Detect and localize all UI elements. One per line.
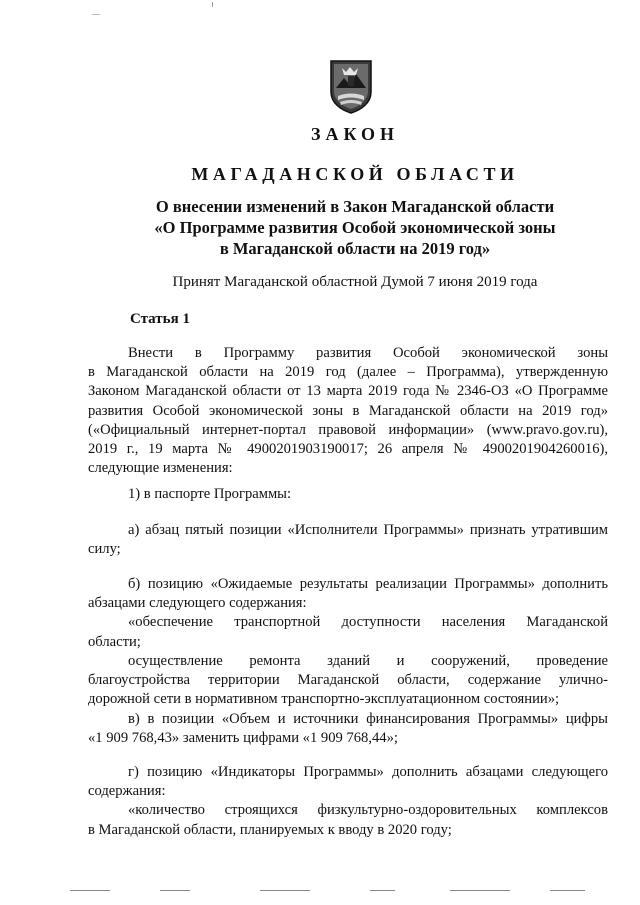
text-line: а) абзац пятый позиции «Исполнители Программы» признать утратившим xyxy=(128,522,608,538)
text-line: в Магаданской области, планируемых к вводу в 2020 году; xyxy=(88,821,452,838)
text-line: г) позицию «Индикаторы Программы» дополнить абзацами следующего xyxy=(128,764,608,780)
article-label: Статья 1 xyxy=(130,311,190,327)
scan-edge-marks xyxy=(70,890,610,894)
text-line: 2019 г., 19 марта № 4900201903190017; 26 апреля № 4900201904260016), xyxy=(88,441,608,458)
heading-line: О внесении изменений в Закон Магаданской области xyxy=(155,197,555,216)
heading-line: «О Программе развития Особой экономической зоны xyxy=(154,218,556,237)
text-line: развития Особой экономической зоны в Магаданской области на 2019 год» xyxy=(88,402,608,419)
text-line: «обеспечение транспортной доступности населения Магаданской xyxy=(128,614,608,631)
text-line: области; xyxy=(88,633,141,650)
item-v-paragraph xyxy=(88,710,608,748)
adoption-note: Принят Магаданской областной Думой 7 июня 2019 года xyxy=(172,274,538,290)
text-line: Законом Магаданской области от 13 марта 2019 года № 2346-ОЗ «О Программе xyxy=(88,383,608,400)
text-line: «количество строящихся физкультурно-оздоровительных комплексов xyxy=(128,802,608,819)
text-line: «1 909 768,43» заменить цифрами «1 909 768,44»; xyxy=(88,730,398,747)
item-g-paragraph xyxy=(88,763,608,840)
magadan-coat-of-arms-icon xyxy=(326,58,376,114)
text-line: в) в позиции «Объем и источники финансирования Программы» цифры xyxy=(128,711,608,727)
text-line: дорожной сети в нормативном транспортно-эксплуатационном состоянии»; xyxy=(88,691,560,708)
scan-mark xyxy=(92,14,100,15)
document-heading xyxy=(120,196,590,259)
item-1-paragraph xyxy=(88,485,608,504)
text-line: благоустройства территории Магаданской области, содержание улично- xyxy=(88,672,608,689)
law-title: ЗАКОН xyxy=(310,124,400,144)
text-line: Внести в Программу развития Особой экономической зоны xyxy=(128,345,608,361)
text-line: 1) в паспорте Программы: xyxy=(128,486,292,502)
text-line: содержания: xyxy=(88,783,166,800)
heading-line: в Магаданской области на 2019 год» xyxy=(219,239,491,258)
text-line: следующие изменения: xyxy=(88,460,233,477)
item-b-paragraph xyxy=(88,575,608,709)
text-line: («Официальный интернет-портал правовой информации» (www.pravo.gov.ru), xyxy=(88,421,608,438)
text-line: силу; xyxy=(88,541,121,558)
text-line: в Магаданской области на 2019 год (далее – Программа), утвержденную xyxy=(88,364,608,381)
text-line: б) позицию «Ожидаемые результаты реализации Программы» дополнить xyxy=(128,576,608,592)
scan-mark xyxy=(212,2,213,7)
text-line: абзацами следующего содержания: xyxy=(88,595,307,612)
region-title: МАГАДАНСКОЙ ОБЛАСТИ xyxy=(191,164,519,184)
item-a-paragraph xyxy=(88,521,608,559)
article-intro-paragraph xyxy=(88,344,608,478)
text-line: осуществление ремонта зданий и сооружений, проведение xyxy=(128,652,608,669)
